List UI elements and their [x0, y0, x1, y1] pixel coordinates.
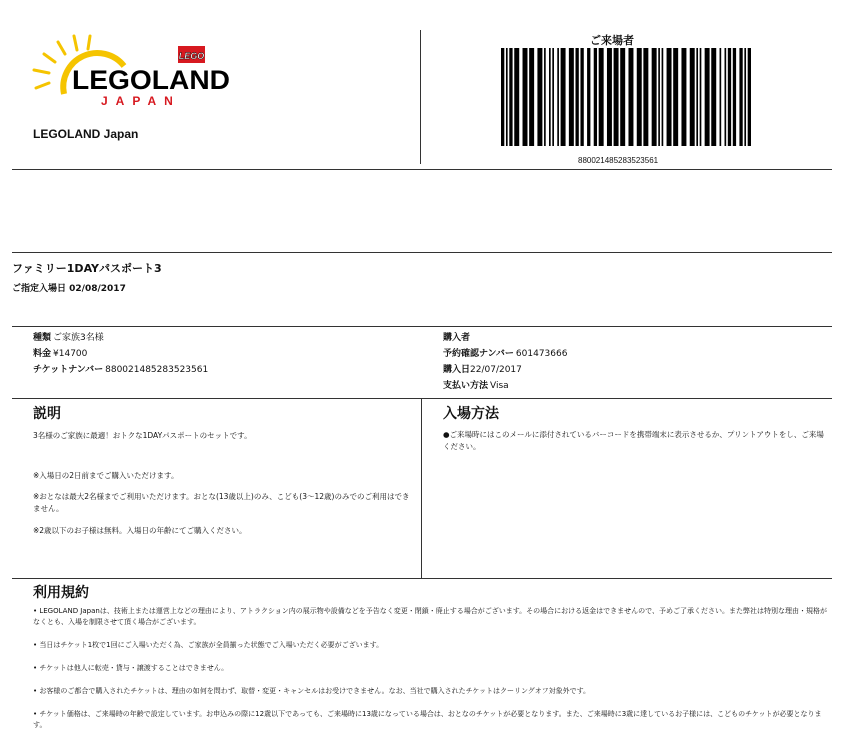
- barcode-bar: [720, 48, 722, 146]
- terms-item: • チケットは他人に転売・貸与・譲渡することはできません。: [33, 664, 229, 672]
- description-line: 3名様のご家族に最適！おトクな1DAYパスポートのセットです。: [33, 431, 252, 440]
- barcode-bar: [523, 48, 528, 146]
- barcode-bar: [552, 48, 554, 146]
- barcode-bar: [569, 48, 574, 146]
- barcode-bar: [733, 48, 736, 146]
- barcode-bar: [728, 48, 731, 146]
- barcode-bar: [628, 48, 633, 146]
- barcode-bar: [681, 48, 686, 146]
- terms-title: 利用規約: [33, 585, 89, 601]
- sections-top-line: [12, 398, 832, 399]
- terms-item: • チケット価格は、ご来場時の年齢で設定しています。お申込みの際に12歳以下であっても、ご来場時に13歳になっている場合は、おとなのチケットが必要となります。また、ご来場時に3歳に達しているお子様には、こどものチケットが必要となります。: [33, 710, 822, 729]
- barcode-bar: [748, 48, 751, 146]
- barcode-bar: [667, 48, 672, 146]
- terms-top-line: [12, 578, 832, 579]
- entry-title: 入場方法: [443, 406, 499, 422]
- barcode-bar: [544, 48, 546, 146]
- logo-wordmark: LEGOLAND: [72, 65, 230, 95]
- ticket-price: 料金 ¥14700: [33, 349, 88, 359]
- barcode-bar: [614, 48, 619, 146]
- description-line: ※2歳以下のお子様は無料。入場日の年齢にてご購入ください。: [33, 526, 247, 535]
- barcode-bar: [662, 48, 664, 146]
- barcode-bar: [643, 48, 648, 146]
- header-divider: [420, 30, 421, 164]
- barcode-bar: [514, 48, 519, 146]
- legoland-logo-graphic: [28, 32, 238, 112]
- ticket-type: 種類 ご家族3名様: [33, 333, 104, 343]
- barcode-bar: [501, 48, 504, 146]
- barcode-bar: [549, 48, 551, 146]
- barcode-bar: [744, 48, 746, 146]
- logo-sub: JAPAN: [101, 94, 181, 108]
- header-bottom-line: [12, 169, 832, 170]
- barcode-bar: [509, 48, 512, 146]
- terms-item: • お客様のご都合で購入されたチケットは、理由の如何を問わず、取替・変更・キャンセルはお受けできません。なお、当社で購入されたチケットはクーリングオフ対象外です。: [33, 687, 591, 695]
- barcode-bar: [506, 48, 508, 146]
- description-line: ※入場日の2日前までご購入いただけます。: [33, 471, 179, 480]
- barcode-bar: [594, 48, 597, 146]
- barcode-bar: [557, 48, 559, 146]
- barcode-bar: [529, 48, 534, 146]
- barcode-bar: [739, 48, 742, 146]
- barcode-bar: [725, 48, 727, 146]
- terms-list: [33, 606, 833, 743]
- barcode-bar: [561, 48, 566, 146]
- barcode-bar: [705, 48, 710, 146]
- details-top-line: [12, 326, 832, 327]
- legoland-logo: [28, 32, 238, 112]
- barcode-bar: [700, 48, 702, 146]
- company-name: LEGOLAND Japan: [33, 127, 139, 141]
- terms-item: • LEGOLAND Japanは、技術上または運営上などの理由により、アトラクション内の展示物や設備などを予告なく変更・閉鎖・廃止する場合がございます。その場合における返金はできませんので、予めご了承ください。また弊社は特別な理由・規格がなくとも、入場を制限させて頂く場合がございます。: [33, 607, 827, 626]
- product-name: ファミリー1DAYパスポート3: [12, 262, 162, 275]
- description-title: 説明: [33, 406, 61, 422]
- visitor-label: ご来場者: [590, 34, 634, 47]
- barcode-number: 880021485283523561: [578, 156, 659, 165]
- barcode-bar: [576, 48, 579, 146]
- barcode-bar: [607, 48, 612, 146]
- barcode-bar: [673, 48, 678, 146]
- barcode-bar: [620, 48, 625, 146]
- reservation-number: 予約確認ナンバー 601473666: [443, 349, 568, 359]
- entry-text: ●ご来場時にはこのメールに添付されているバーコードを携帯端末に表示させるか、プリントアウトをし、ご来場ください。: [443, 430, 824, 451]
- visit-date: ご指定入場日 02/08/2017: [12, 284, 126, 294]
- payment-method: 支払い方法 Visa: [443, 381, 509, 391]
- description-line: ※おとなは最大2名様までご利用いただけます。おとな(13歳以上)のみ、こども(3～12歳)のみでのご利用はできません。: [33, 492, 410, 513]
- ticket-number: チケットナンバー 880021485283523561: [33, 365, 209, 375]
- barcode: [501, 48, 751, 146]
- product-top-line: [12, 252, 832, 253]
- barcode-bar: [696, 48, 698, 146]
- sections-divider: [421, 399, 422, 578]
- barcode-bar: [711, 48, 716, 146]
- buyer: 購入者: [443, 333, 471, 343]
- terms-item: • 当日はチケット1枚で1回にご入場いただく為、ご家族が全員揃った状態でご入場いただく必要がございます。: [33, 641, 384, 649]
- barcode-bar: [587, 48, 590, 146]
- svg-text:LEGO: LEGO: [178, 51, 205, 61]
- barcode-bar: [580, 48, 583, 146]
- barcode-bar: [652, 48, 657, 146]
- barcode-bar: [690, 48, 695, 146]
- barcode-bar: [599, 48, 604, 146]
- purchase-date: 購入日22/07/2017: [443, 365, 522, 375]
- barcode-bar: [658, 48, 660, 146]
- barcode-bar: [537, 48, 542, 146]
- barcode-bar: [637, 48, 642, 146]
